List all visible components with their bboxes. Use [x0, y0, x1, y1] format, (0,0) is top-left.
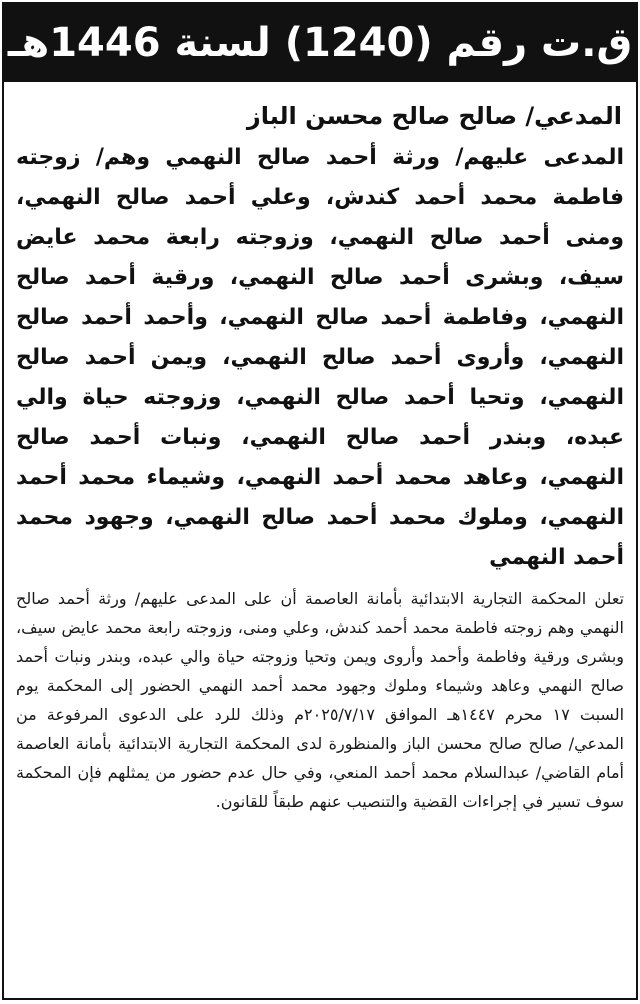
notice-body: تعلن المحكمة التجارية الابتدائية بأمانة العاصمة أن على المدعى عليهم/ ورثة أحمد صالح النهمي وهم زوجته فاطمة محمد أحمد كندش، وعلي ومنى، وزوجته رابعة محمد عايض سيف، وبشرى ورقية وفاطمة وأحمد وأروى ويمن وتحيا وزوجته حياة والي عبده، وبندر ونبات أحمد صالح النهمي وعاهد وشيماء وملوك وجهود محمد أحمد النهمي الحضور إلى المحكمة يوم السبت ١٧ محرم ١٤٤٧هـ الموافق ٢٠٢٥/٧/١٧م وذلك للرد على الدعوى المرفوعة من المدعي/ صالح صالح محسن الباز والمنظورة لدى المحكمة التجارية الابتدائية بأمانة العاصمة أمام القاضي/ عبدالسلام محمد أحمد المنعي، وفي حال عدم حضور من يمثلهم فإن المحكمة سوف تسير في إجراءات القضية والتنصيب عنهم طبقاً للقانون.	[16, 589, 625, 811]
notice-content	[4, 82, 636, 816]
plaintiff-line: المدعي/ صالح صالح محسن الباز	[246, 102, 622, 130]
defendants-paragraph: المدعى عليهم/ ورثة أحمد صالح النهمي وهم/ زوجته فاطمة محمد أحمد كندش، وعلي أحمد صالح النهمي، ومنى أحمد صالح النهمي، وزوجته رابعة محمد عايض سيف، وبشرى أحمد صالح النهمي، ورقية أحمد صالح النهمي، وفاطمة أحمد صالح النهمي، وأحمد أحمد صالح النهمي، وأروى أحمد صالح النهمي، ويمن أحمد صالح النهمي، وتحيا أحمد صالح النهمي، وزوجته حياة والي عبده، وبندر أحمد صالح النهمي، ونبات أحمد صالح النهمي، وعاهد محمد أحمد النهمي، وشيماء محمد أحمد النهمي، وملوك محمد أحمد صالح النهمي، وجهود محمد أحمد النهمي	[16, 145, 624, 570]
notice-header	[4, 4, 636, 82]
court-notice	[2, 2, 638, 1000]
case-number-title: ق.ت رقم (1240) لسنة 1446هـ	[7, 20, 633, 66]
